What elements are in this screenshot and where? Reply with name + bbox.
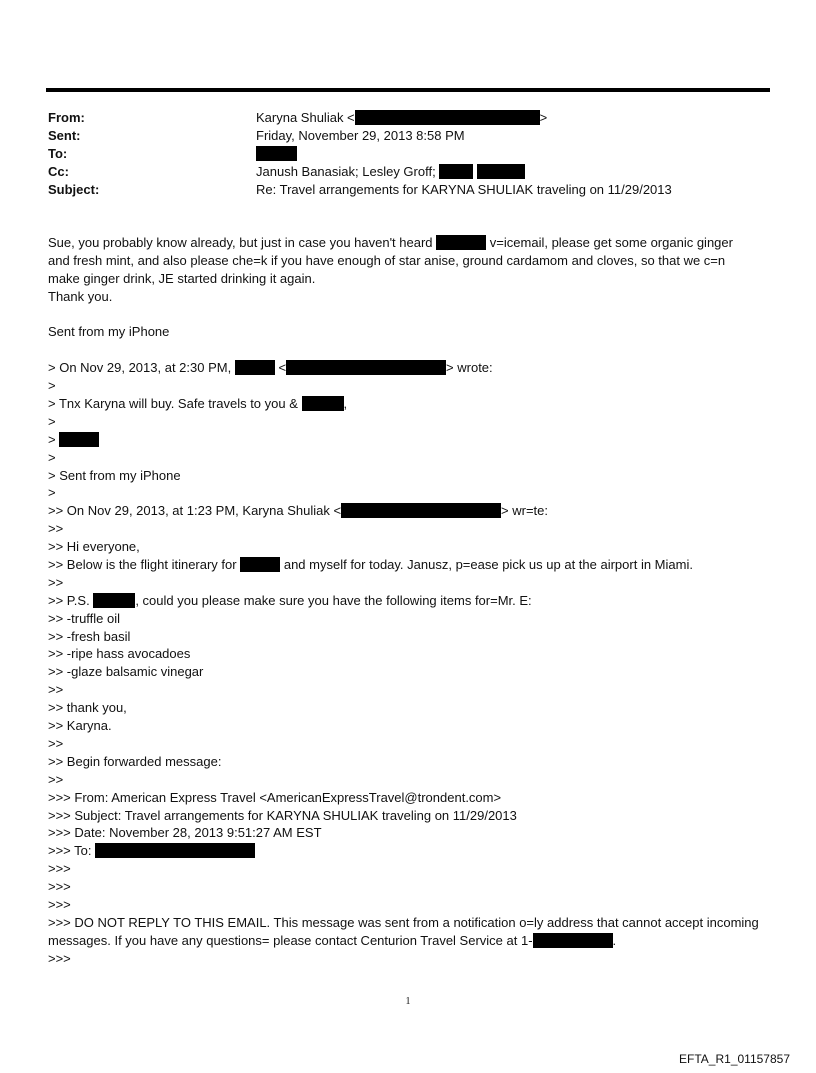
- redaction-box: [439, 164, 473, 179]
- from-row: [48, 109, 770, 127]
- cc-row: [48, 163, 770, 181]
- redaction-box: [95, 843, 255, 858]
- redaction-box: [436, 235, 486, 250]
- quote-line: >>> To:: [48, 842, 778, 860]
- redaction-box: [59, 432, 99, 447]
- subject-value: Re: Travel arrangements for KARYNA SHULIAK traveling on 11/29/2013: [256, 182, 672, 197]
- quote-line: >> On Nov 29, 2013, at 1:23 PM, Karyna Shuliak < > wr=te:: [48, 503, 549, 519]
- quote-line: >>: [48, 771, 64, 787]
- quote-line: >: [48, 413, 56, 429]
- quote-line: >> -glaze balsamic vinegar: [48, 664, 204, 680]
- quote-line: messages. If you have any questions= please contact Centurion Travel Service at 1- .: [48, 932, 617, 948]
- bates-number: EFTA_R1_01157857: [679, 1052, 790, 1066]
- cc-value: Janush Banasiak; Lesley Groff;: [256, 164, 436, 179]
- quote-line: >>>: [48, 861, 71, 877]
- body-line: make ginger drink, JE started drinking it again.: [48, 270, 316, 286]
- quote-line: >> Below is the flight itinerary for and myself for today. Janusz, p=ease pick us up at the airport in Miami.: [48, 557, 693, 573]
- quote-line: >: [48, 378, 56, 394]
- quote-line: > On Nov 29, 2013, at 2:30 PM, < > wrote:: [48, 360, 493, 376]
- sent-value: Friday, November 29, 2013 8:58 PM: [256, 128, 465, 143]
- quote-line: >>: [48, 735, 64, 751]
- body-line: Sent from my iPhone: [48, 324, 170, 340]
- quote-line: >: [48, 431, 778, 449]
- body-line: Sue, you probably know already, but just in case you haven't heard v=icemail, please get some organic ginger: [48, 235, 733, 250]
- redaction-box: [302, 396, 344, 411]
- quote-line: >> Karyna.: [48, 718, 112, 734]
- email-body: [48, 234, 778, 968]
- quote-line: >>> DO NOT REPLY TO THIS EMAIL. This message was sent from a notification o=ly address that cannot accept incoming: [48, 914, 759, 930]
- sent-label: Sent:: [48, 128, 81, 143]
- quote-line: >>: [48, 521, 64, 537]
- from-tail: >: [539, 110, 548, 125]
- redaction-box: [93, 593, 135, 608]
- quote-line: > Tnx Karyna will buy. Safe travels to you & ,: [48, 396, 348, 412]
- body-line: Thank you.: [48, 288, 113, 304]
- quote-line: >>: [48, 574, 64, 590]
- redaction-box: [286, 360, 446, 375]
- quote-line: >> Begin forwarded message:: [48, 753, 222, 769]
- quote-line: >> -ripe hass avocadoes: [48, 646, 191, 662]
- redaction-box: [256, 146, 297, 161]
- quote-line: >>> Date: November 28, 2013 9:51:27 AM EST: [48, 825, 322, 841]
- redaction-box: [477, 164, 525, 179]
- redaction-box: [533, 933, 613, 948]
- quote-line: >>: [48, 682, 64, 698]
- page-number: 1: [405, 996, 411, 1007]
- redaction-box: [235, 360, 275, 375]
- cc-label: Cc:: [48, 164, 69, 179]
- quote-line: >> -fresh basil: [48, 628, 131, 644]
- quote-line: >> Hi everyone,: [48, 539, 140, 555]
- body-line: and fresh mint, and also please che=k if you have enough of star anise, ground cardamom and cloves, so that we c=n: [48, 252, 726, 268]
- quote-line: >> P.S. , could you please make sure you have the following items for=Mr. E:: [48, 592, 532, 608]
- to-label: To:: [48, 146, 68, 161]
- quote-line: >: [48, 485, 56, 501]
- redaction-box: [341, 503, 501, 518]
- from-name: Karyna Shuliak <: [256, 110, 355, 125]
- quote-line: >: [48, 449, 56, 465]
- redaction-box: [355, 110, 540, 125]
- quote-line: >> thank you,: [48, 700, 127, 716]
- quote-line: >>> From: American Express Travel <AmericanExpressTravel@trondent.com>: [48, 789, 502, 805]
- from-label: From:: [48, 110, 85, 125]
- quote-line: >>>: [48, 950, 71, 966]
- blank-line: [48, 341, 778, 359]
- subject-label: Subject:: [48, 182, 100, 197]
- sent-row: [48, 127, 770, 145]
- quote-line: >>>: [48, 896, 71, 912]
- to-row: [48, 145, 770, 163]
- blank-line: [48, 306, 778, 324]
- quote-line: >>> Subject: Travel arrangements for KARYNA SHULIAK traveling on 11/29/2013: [48, 807, 517, 823]
- quote-line: >> -truffle oil: [48, 610, 121, 626]
- email-header: [48, 109, 770, 199]
- quote-line: > Sent from my iPhone: [48, 467, 181, 483]
- redaction-box: [240, 557, 280, 572]
- subject-row: [48, 181, 770, 199]
- quote-line: >>>: [48, 879, 71, 895]
- header-divider: [46, 88, 770, 92]
